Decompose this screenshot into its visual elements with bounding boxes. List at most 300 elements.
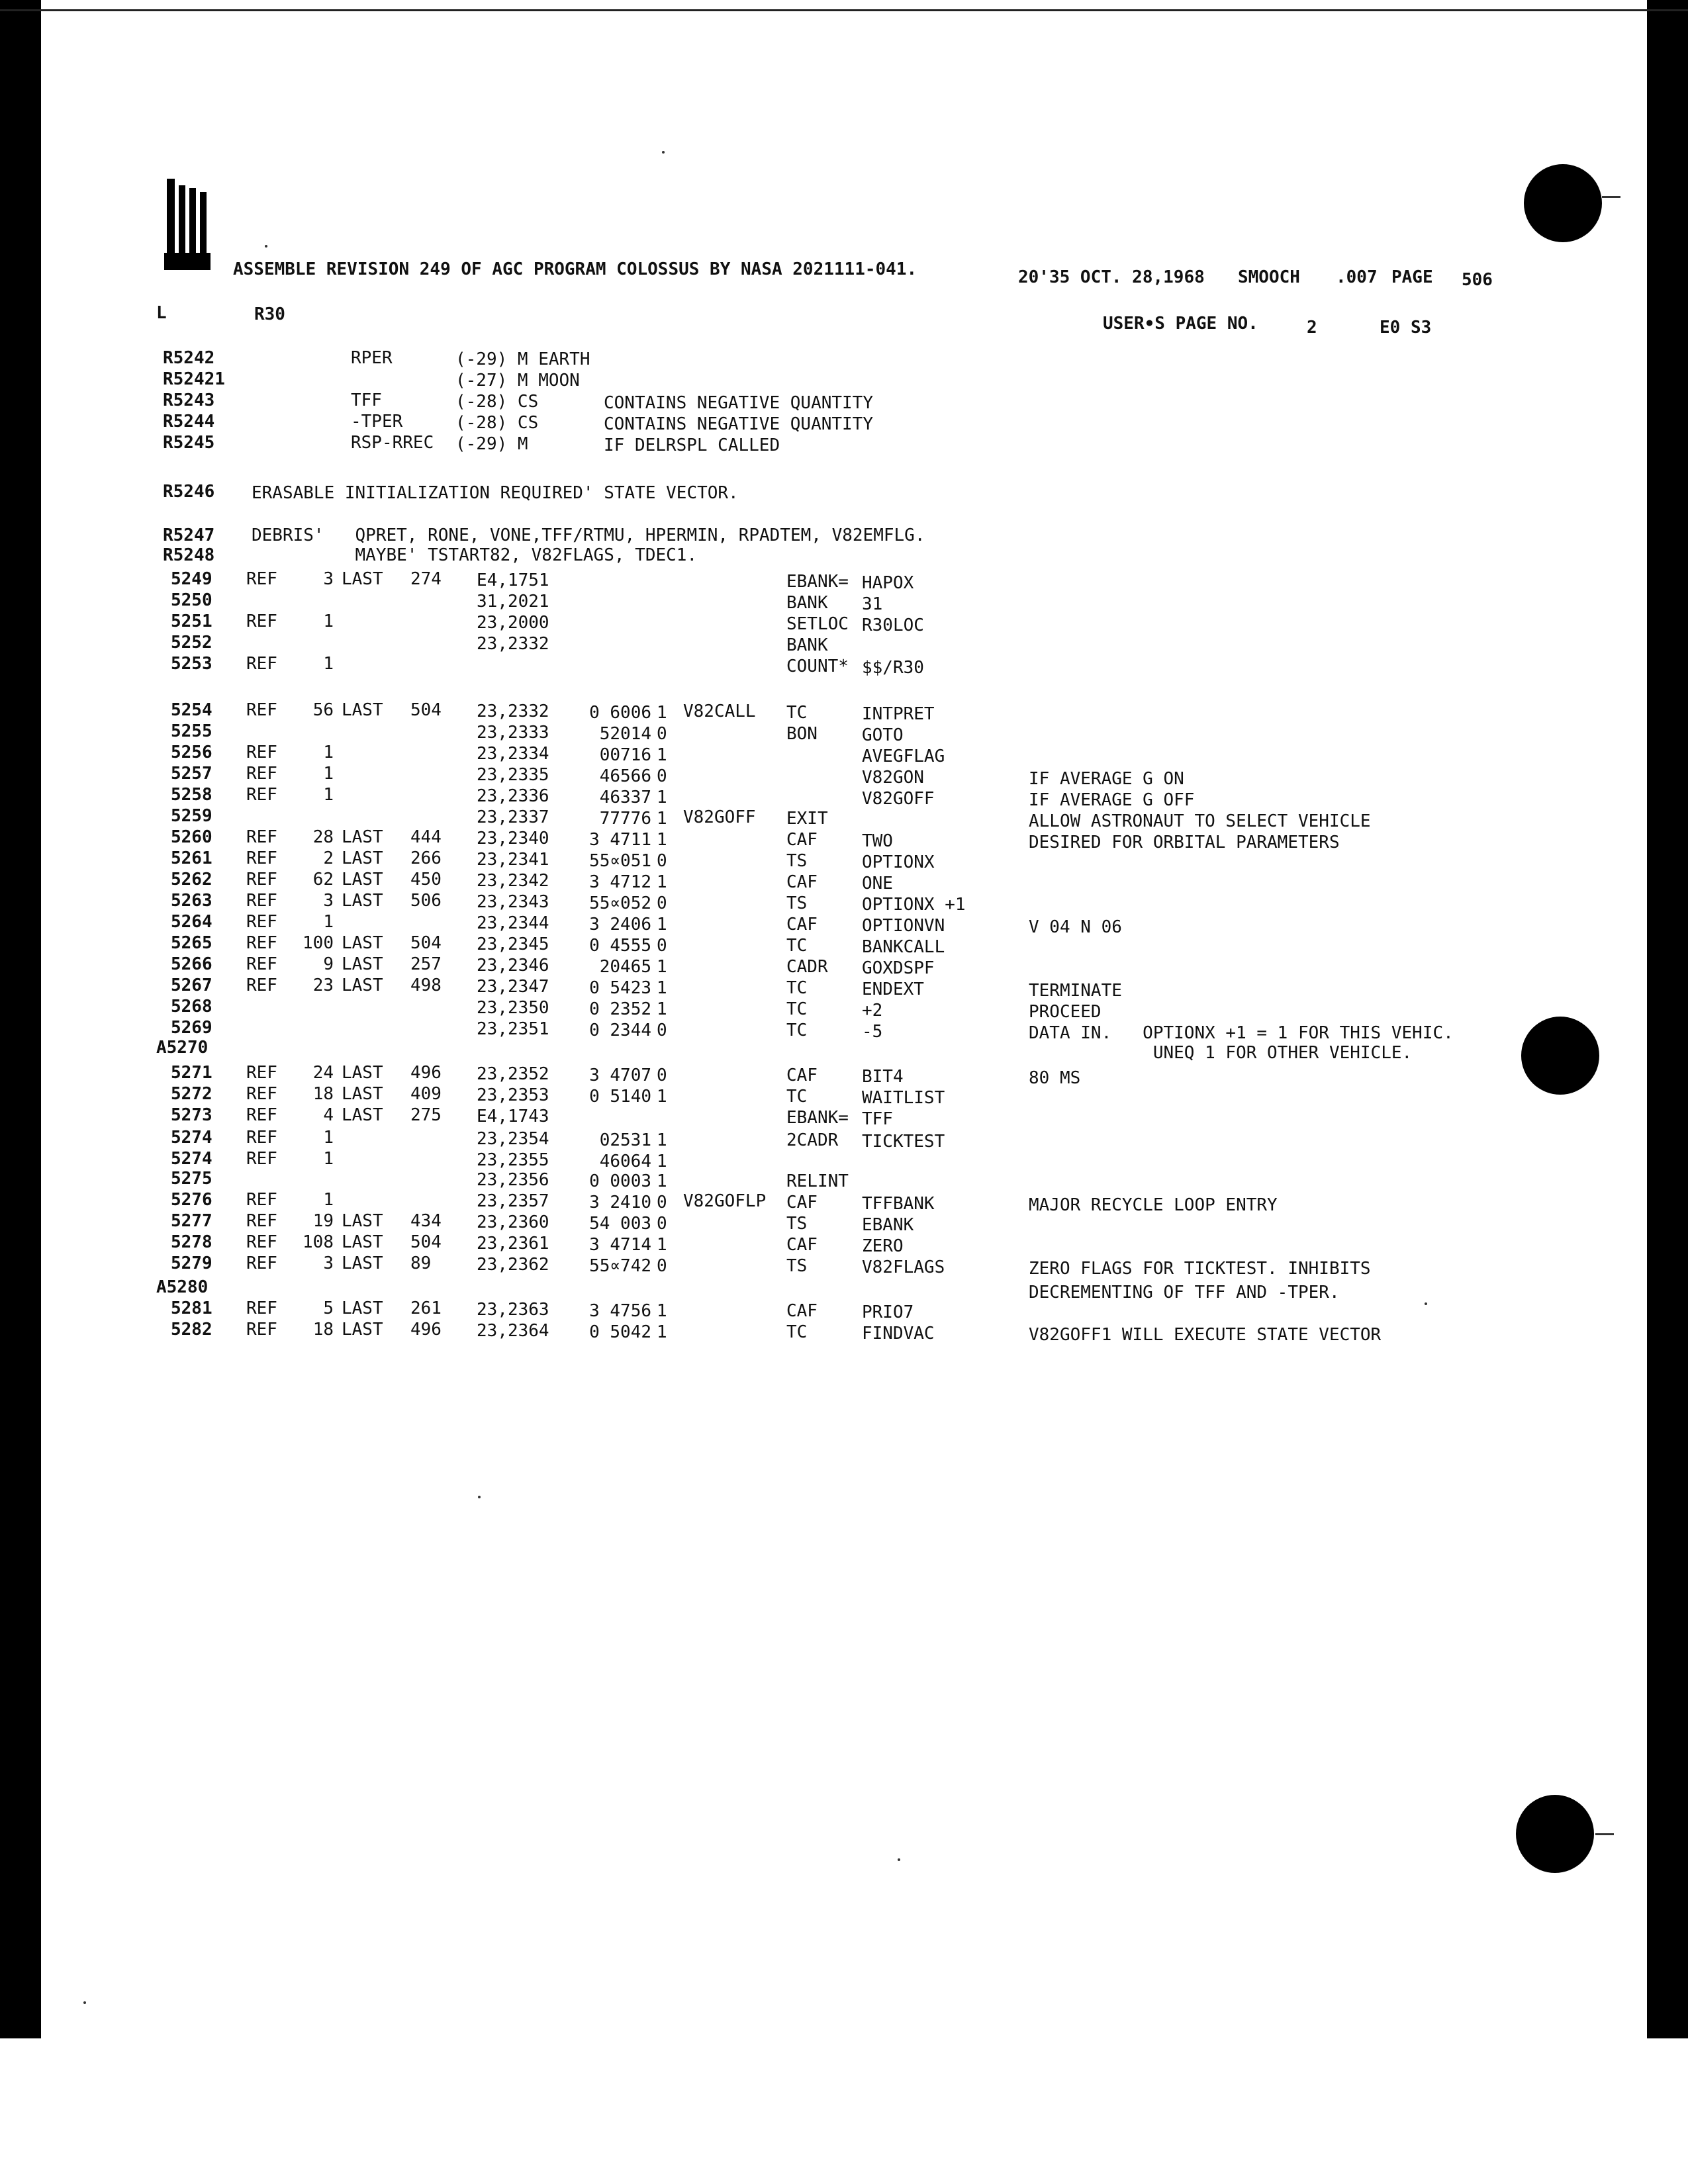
page-label: PAGE: [1391, 267, 1433, 287]
address: 23,2341: [477, 850, 549, 870]
symbol-name: RSP-RREC: [351, 433, 434, 453]
address: 23,2351: [477, 1019, 549, 1039]
operand: BIT4: [862, 1067, 904, 1087]
operand: $$/R30: [862, 658, 924, 678]
parity-flag: 0: [657, 893, 667, 913]
parity-flag: 0: [657, 1214, 667, 1234]
symbol-value: (-27) M MOON: [455, 371, 580, 390]
opcode: COUNT*: [786, 657, 849, 676]
line-number: 5268: [171, 997, 212, 1017]
operand: OPTIONX: [862, 852, 935, 872]
ref-marker: REF: [246, 912, 277, 932]
last-marker: LAST: [342, 1232, 383, 1252]
ref-count: 1: [323, 1190, 334, 1210]
opcode: CAF: [786, 915, 818, 934]
line-comment: 80 MS: [1029, 1068, 1081, 1088]
ref-count: 1: [323, 743, 334, 762]
octal-word: 0 2352: [589, 999, 651, 1019]
operand: -5: [862, 1022, 883, 1042]
line-number: 5258: [171, 785, 212, 805]
debris-list: MAYBE' TSTART82, V82FLAGS, TDEC1.: [252, 545, 698, 565]
ref-count: 3: [323, 891, 334, 911]
octal-word: 0 5042: [589, 1322, 651, 1342]
opcode: TC: [786, 999, 808, 1019]
ref-count: 5: [323, 1298, 334, 1318]
line-number: 5264: [171, 912, 212, 932]
last-marker: LAST: [342, 569, 383, 589]
opcode: TC: [786, 1021, 808, 1040]
line-number: R5242: [163, 348, 215, 368]
ref-marker: REF: [246, 1128, 277, 1148]
line-number: 5281: [171, 1298, 212, 1318]
opcode: CAF: [786, 1193, 818, 1212]
operand: PRIO7: [862, 1302, 914, 1322]
octal-word: 55∝051: [589, 851, 651, 871]
opcode: TC: [786, 1322, 808, 1342]
opcode: TS: [786, 851, 808, 871]
operand: TICKTEST: [862, 1132, 945, 1152]
opcode: TC: [786, 978, 808, 998]
ref-count: 24: [312, 1063, 334, 1083]
opcode: TS: [786, 1214, 808, 1234]
line-number: R5243: [163, 390, 215, 410]
ref-marker: REF: [246, 764, 277, 784]
line-number: R5244: [163, 412, 215, 432]
line-number: 5260: [171, 827, 212, 847]
address: E4,1743: [477, 1107, 549, 1126]
opcode: CAF: [786, 1235, 818, 1255]
ref-count: 108: [303, 1232, 334, 1252]
last-marker: LAST: [342, 700, 383, 720]
scan-speck: [478, 1496, 481, 1498]
last-line-number: 504: [410, 933, 442, 953]
address: 23,2362: [477, 1255, 549, 1275]
ref-count: 1: [323, 785, 334, 805]
last-line-number: 504: [410, 700, 442, 720]
address: 23,2346: [477, 956, 549, 976]
octal-word: 77776: [599, 809, 651, 829]
address: 31,2021: [477, 592, 549, 612]
line-number: 5252: [171, 633, 212, 653]
operand: TFF: [862, 1109, 893, 1129]
line-number: 5249: [171, 569, 212, 589]
parity-flag: 1: [657, 872, 667, 892]
opcode: TC: [786, 1087, 808, 1107]
parity-flag: 1: [657, 788, 667, 807]
line-comment: DECREMENTING OF TFF AND -TPER.: [1029, 1283, 1340, 1302]
operand: AVEGFLAG: [862, 747, 945, 766]
line-number: R5248: [163, 545, 215, 565]
octal-word: 3 4711: [589, 830, 651, 850]
line-number: 5250: [171, 590, 212, 610]
address: 23,2343: [477, 892, 549, 912]
octal-word: 46566: [599, 766, 651, 786]
operand: TWO: [862, 831, 893, 851]
address: 23,2355: [477, 1150, 549, 1170]
last-line-number: 496: [410, 1063, 442, 1083]
ref-marker: REF: [246, 1149, 277, 1169]
ref-count: 100: [303, 933, 334, 953]
line-comment: PROCEED: [1029, 1002, 1102, 1022]
ref-marker: REF: [246, 569, 277, 589]
line-number: 5275: [171, 1169, 212, 1189]
address: 23,2332: [477, 634, 549, 654]
ref-code: .007: [1336, 267, 1378, 287]
opcode: CAF: [786, 830, 818, 850]
address: 23,2360: [477, 1212, 549, 1232]
operand: GOTO: [862, 725, 904, 745]
operand: FINDVAC: [862, 1324, 935, 1343]
parity-flag: 0: [657, 1066, 667, 1085]
opcode: TC: [786, 936, 808, 956]
e-code: E0 S3: [1380, 318, 1432, 338]
last-line-number: 434: [410, 1211, 442, 1231]
ref-count: 4: [323, 1105, 334, 1125]
octal-word: 3 4707: [589, 1066, 651, 1085]
line-number: R5246: [163, 482, 215, 502]
operand: EBANK: [862, 1215, 914, 1235]
line-number: R52421: [163, 369, 225, 389]
scan-speck: [1425, 1302, 1427, 1305]
last-marker: LAST: [342, 1063, 383, 1083]
line-number: 5257: [171, 764, 212, 784]
line-comment: ALLOW ASTRONAUT TO SELECT VEHICLE: [1029, 811, 1371, 831]
last-line-number: 498: [410, 976, 442, 995]
octal-word: 0 4555: [589, 936, 651, 956]
opcode: 2CADR: [786, 1130, 839, 1150]
opcode: BON: [786, 724, 818, 744]
address: 23,2345: [477, 934, 549, 954]
octal-word: 52014: [599, 724, 651, 744]
address: 23,2350: [477, 998, 549, 1018]
parity-flag: 1: [657, 703, 667, 723]
symbol-name: -TPER: [351, 412, 403, 432]
parity-flag: 1: [657, 1087, 667, 1107]
opcode: TC: [786, 703, 808, 723]
last-line-number: 504: [410, 1232, 442, 1252]
ref-marker: REF: [246, 1320, 277, 1340]
parity-flag: 1: [657, 1152, 667, 1171]
ref-count: 9: [323, 954, 334, 974]
line-comment: V 04 N 06: [1029, 917, 1122, 937]
last-marker: LAST: [342, 954, 383, 974]
opcode: CADR: [786, 957, 828, 977]
octal-word: 00716: [599, 745, 651, 765]
parity-flag: 0: [657, 851, 667, 871]
ref-count: 1: [323, 654, 334, 674]
parity-flag: 1: [657, 1322, 667, 1342]
address: 23,2342: [477, 871, 549, 891]
operand: V82FLAGS: [862, 1257, 945, 1277]
last-marker: LAST: [342, 1253, 383, 1273]
ref-marker: REF: [246, 848, 277, 868]
debris-list: DEBRIS' QPRET, RONE, VONE,TFF/RTMU, HPERMIN, RPADTEM, V82EMFLG.: [252, 525, 925, 545]
listing-title: ASSEMBLE REVISION 249 OF AGC PROGRAM COLOSSUS BY NASA 2021111-041.: [233, 259, 917, 279]
octal-word: 3 4714: [589, 1235, 651, 1255]
line-number: 5263: [171, 891, 212, 911]
parity-flag: 1: [657, 999, 667, 1019]
line-comment: ZERO FLAGS FOR TICKTEST. INHIBITS: [1029, 1259, 1371, 1279]
line-number: 5267: [171, 976, 212, 995]
octal-word: 0 5140: [589, 1087, 651, 1107]
scan-speck: [265, 245, 267, 248]
last-line-number: 261: [410, 1298, 442, 1318]
opcode: EBANK=: [786, 1108, 849, 1128]
address: 23,2352: [477, 1064, 549, 1084]
ref-marker: REF: [246, 1190, 277, 1210]
symbol-comment: CONTAINS NEGATIVE QUANTITY: [604, 393, 873, 413]
opcode: TS: [786, 1256, 808, 1276]
line-number: 5253: [171, 654, 212, 674]
octal-word: 3 2410: [589, 1193, 651, 1212]
line-number: 5262: [171, 870, 212, 889]
line-number: 5271: [171, 1063, 212, 1083]
line-number: 5266: [171, 954, 212, 974]
ref-count: 23: [312, 976, 334, 995]
operand: OPTIONX +1: [862, 895, 966, 915]
octal-word: 55∝052: [589, 893, 651, 913]
ref-marker: REF: [246, 933, 277, 953]
line-number: A5280: [156, 1277, 209, 1297]
symbol-value: (-29) M EARTH: [455, 349, 590, 369]
address: 23,2340: [477, 829, 549, 848]
symbol-value: (-28) CS: [455, 413, 539, 433]
ref-count: 1: [323, 912, 334, 932]
address: 23,2000: [477, 613, 549, 633]
section-letter: L: [156, 303, 167, 323]
octal-word: 46337: [599, 788, 651, 807]
parity-flag: 0: [657, 1193, 667, 1212]
scan-speck: [898, 1858, 900, 1861]
last-line-number: 506: [410, 891, 442, 911]
octal-word: 46064: [599, 1152, 651, 1171]
ref-count: 28: [312, 827, 334, 847]
address: 23,2334: [477, 744, 549, 764]
last-line-number: 409: [410, 1084, 442, 1104]
line-comment: IF AVERAGE G ON: [1029, 769, 1184, 789]
last-line-number: 444: [410, 827, 442, 847]
address: 23,2354: [477, 1129, 549, 1149]
address: E4,1751: [477, 570, 549, 590]
ref-count: 56: [312, 700, 334, 720]
ref-count: 1: [323, 1149, 334, 1169]
scan-speck: [83, 2001, 86, 2004]
ref-count: 19: [312, 1211, 334, 1231]
address: 23,2356: [477, 1170, 549, 1190]
ref-marker: REF: [246, 612, 277, 631]
line-number: 5274: [171, 1149, 212, 1169]
operand: 31: [862, 594, 883, 614]
last-marker: LAST: [342, 1211, 383, 1231]
opcode: SETLOC: [786, 614, 849, 634]
ref-count: 1: [323, 612, 334, 631]
address: 23,2361: [477, 1234, 549, 1253]
last-marker: LAST: [342, 848, 383, 868]
octal-word: 3 4712: [589, 872, 651, 892]
line-number: 5273: [171, 1105, 212, 1125]
parity-flag: 1: [657, 957, 667, 977]
address: 23,2357: [477, 1191, 549, 1211]
opcode: BANK: [786, 635, 828, 655]
opcode: EXIT: [786, 809, 828, 829]
operand: WAITLIST: [862, 1088, 945, 1108]
operand: TFFBANK: [862, 1194, 935, 1214]
line-number: 5251: [171, 612, 212, 631]
ref-marker: REF: [246, 1063, 277, 1083]
octal-word: 3 4756: [589, 1301, 651, 1321]
parity-flag: 0: [657, 1021, 667, 1040]
opcode: CAF: [786, 1066, 818, 1085]
ref-marker: REF: [246, 891, 277, 911]
parity-flag: 1: [657, 809, 667, 829]
last-marker: LAST: [342, 1084, 383, 1104]
last-line-number: 274: [410, 569, 442, 589]
last-marker: LAST: [342, 976, 383, 995]
octal-word: 20465: [599, 957, 651, 977]
octal-word: 0 5423: [589, 978, 651, 998]
ref-marker: REF: [246, 1084, 277, 1104]
ref-marker: REF: [246, 827, 277, 847]
address: 23,2353: [477, 1085, 549, 1105]
last-marker: LAST: [342, 1298, 383, 1318]
parity-flag: 1: [657, 915, 667, 934]
symbol-name: RPER: [351, 348, 393, 368]
ref-marker: REF: [246, 1232, 277, 1252]
line-comment: DATA IN. OPTIONX +1 = 1 FOR THIS VEHIC.: [1029, 1023, 1454, 1043]
operand: ONE: [862, 874, 893, 893]
last-marker: LAST: [342, 1320, 383, 1340]
opcode: CAF: [786, 872, 818, 892]
ref-marker: REF: [246, 954, 277, 974]
parity-flag: 1: [657, 1235, 667, 1255]
octal-word: 55∝742: [589, 1256, 651, 1276]
operand: V82GON: [862, 768, 924, 788]
opcode: CAF: [786, 1301, 818, 1321]
last-marker: LAST: [342, 827, 383, 847]
ref-marker: REF: [246, 700, 277, 720]
last-line-number: 496: [410, 1320, 442, 1340]
parity-flag: 0: [657, 724, 667, 744]
ref-count: 3: [323, 1253, 334, 1273]
address: 23,2335: [477, 765, 549, 785]
address: 23,2363: [477, 1300, 549, 1320]
address: 23,2347: [477, 977, 549, 997]
octal-word: 0 0003: [589, 1171, 651, 1191]
symbol-comment: IF DELRSPL CALLED: [604, 435, 780, 455]
octal-word: 0 6006: [589, 703, 651, 723]
line-number: 5279: [171, 1253, 212, 1273]
line-number: 5261: [171, 848, 212, 868]
code-label: V82CALL: [683, 702, 756, 721]
code-label: V82GOFF: [683, 807, 756, 827]
parity-flag: 1: [657, 830, 667, 850]
ref-marker: REF: [246, 870, 277, 889]
operand: ENDEXT: [862, 979, 924, 999]
timestamp: 20'35 OCT. 28,1968: [1018, 267, 1205, 287]
last-marker: LAST: [342, 933, 383, 953]
address: 23,2364: [477, 1321, 549, 1341]
opcode: TS: [786, 893, 808, 913]
parity-flag: 0: [657, 936, 667, 956]
line-comment: V82GOFF1 WILL EXECUTE STATE VECTOR: [1029, 1325, 1382, 1345]
operand: ZERO: [862, 1236, 904, 1256]
ref-count: 62: [312, 870, 334, 889]
symbol-value: (-29) M: [455, 434, 528, 454]
last-marker: LAST: [342, 870, 383, 889]
parity-flag: 1: [657, 978, 667, 998]
parity-flag: 1: [657, 1130, 667, 1150]
octal-word: 0 2344: [589, 1021, 651, 1040]
line-number: 5256: [171, 743, 212, 762]
line-comment: TERMINATE: [1029, 981, 1122, 1001]
ref-count: 1: [323, 764, 334, 784]
last-line-number: 89: [410, 1253, 432, 1273]
last-line-number: 450: [410, 870, 442, 889]
operand: GOXDSPF: [862, 958, 935, 978]
operand: R30LOC: [862, 615, 924, 635]
parity-flag: 0: [657, 1256, 667, 1276]
ref-marker: REF: [246, 1253, 277, 1273]
parity-flag: 0: [657, 766, 667, 786]
user-page-label: USER∙S PAGE NO.: [1103, 314, 1258, 334]
operand: HAPOX: [862, 573, 914, 593]
line-number: R5247: [163, 525, 215, 545]
operand: OPTIONVN: [862, 916, 945, 936]
parity-flag: 1: [657, 1301, 667, 1321]
ref-count: 1: [323, 1128, 334, 1148]
ref-marker: REF: [246, 785, 277, 805]
last-marker: LAST: [342, 891, 383, 911]
last-line-number: 275: [410, 1105, 442, 1125]
last-line-number: 266: [410, 848, 442, 868]
line-number: 5274: [171, 1128, 212, 1148]
line-comment: MAJOR RECYCLE LOOP ENTRY: [1029, 1195, 1278, 1215]
address: 23,2336: [477, 786, 549, 806]
operand: BANKCALL: [862, 937, 945, 957]
ref-marker: REF: [246, 654, 277, 674]
user-page-number: 2: [1307, 318, 1317, 338]
line-comment: IF AVERAGE G OFF: [1029, 790, 1195, 810]
line-number: 5272: [171, 1084, 212, 1104]
line-comment: DESIRED FOR ORBITAL PARAMETERS: [1029, 833, 1340, 852]
last-line-number: 257: [410, 954, 442, 974]
operand: V82GOFF: [862, 789, 935, 809]
opcode: BANK: [786, 593, 828, 613]
symbol-name: TFF: [351, 390, 382, 410]
parity-flag: 1: [657, 1171, 667, 1191]
ref-marker: REF: [246, 743, 277, 762]
symbol-value: (-28) CS: [455, 392, 539, 412]
ref-count: 18: [312, 1320, 334, 1340]
section-name: R30: [254, 304, 285, 324]
opcode: RELINT: [786, 1171, 849, 1191]
last-marker: LAST: [342, 1105, 383, 1125]
address: 23,2337: [477, 807, 549, 827]
line-comment: UNEQ 1 FOR OTHER VEHICLE.: [1029, 1043, 1413, 1063]
ref-count: 18: [312, 1084, 334, 1104]
ref-marker: REF: [246, 1211, 277, 1231]
line-number: 5277: [171, 1211, 212, 1231]
ref-marker: REF: [246, 1105, 277, 1125]
line-number: 5255: [171, 721, 212, 741]
line-number: 5265: [171, 933, 212, 953]
opcode: EBANK=: [786, 572, 849, 592]
address: 23,2344: [477, 913, 549, 933]
line-number: A5270: [156, 1038, 209, 1058]
line-number: 5278: [171, 1232, 212, 1252]
line-number: 5259: [171, 806, 212, 826]
address: 23,2333: [477, 723, 549, 743]
